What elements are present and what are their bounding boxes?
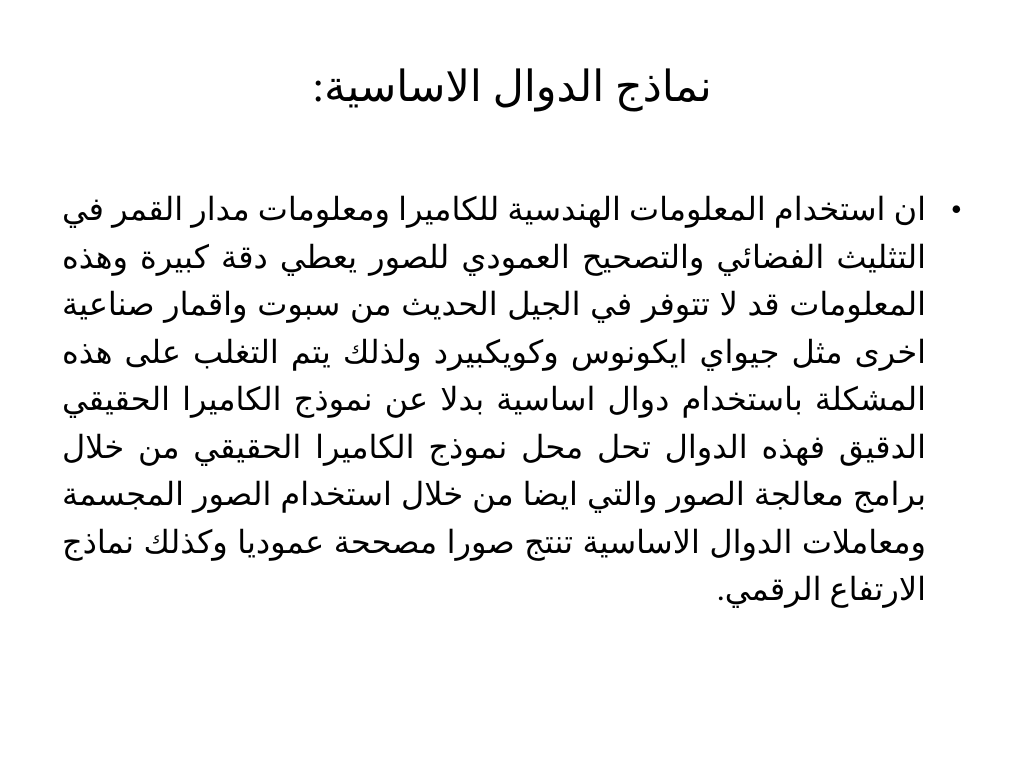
slide-content xyxy=(62,186,962,706)
bullet-item xyxy=(62,186,962,614)
bullet-list xyxy=(62,186,962,614)
slide-title: نماذج الدوال الاساسية: xyxy=(312,64,712,111)
bullet-text: ان استخدام المعلومات الهندسية للكاميرا ومعلومات مدار القمر في التثليث الفضائي والتصحيح العمودي للصور يعطي دقة كبيرة وهذه المعلومات قد لا تتوفر في الجيل الحديث من سبوت واقمار صناعية اخرى مثل جيواي ايكونوس وكويكبيرد ولذلك يتم التغلب على هذه المشكلة باستخدام دوال اساسية بدلا عن نموذج الكاميرا الحقيقي الدقيق فهذه الدوال تحل محل نموذج الكاميرا الحقيقي من خلال برامج معالجة الصور والتي ايضا من خلال استخدام الصور المجسمة ومعاملات الدوال الاساسية تنتج صورا مصححة عموديا وكذلك نماذج الارتفاع الرقمي. xyxy=(62,191,927,607)
bullet-marker: • xyxy=(950,191,962,227)
